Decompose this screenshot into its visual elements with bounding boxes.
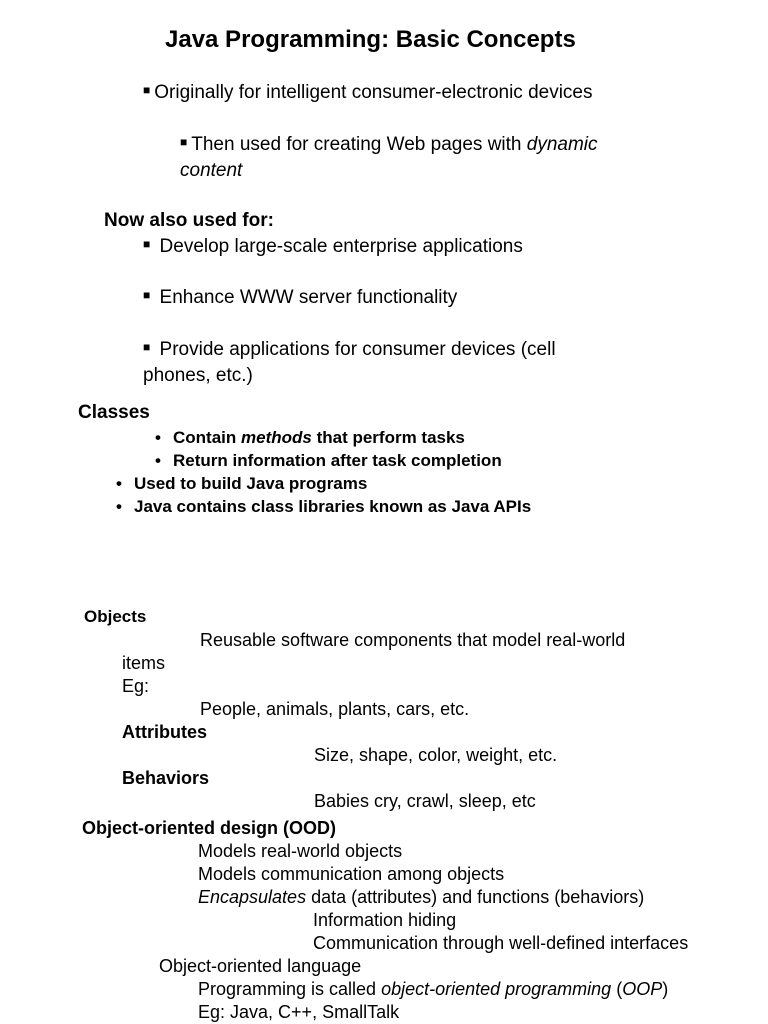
square-bullet-icon: ■ — [143, 83, 151, 97]
objects-eg-value: People, animals, plants, cars, etc. — [200, 699, 470, 719]
ood-programming: Programming is called object-oriented programming (OOP) — [198, 979, 669, 999]
attributes-label: Attributes — [122, 722, 207, 742]
objects-heading: Objects — [84, 607, 147, 626]
ood-line-4: Information hiding — [313, 910, 457, 930]
classes-sub-2: • Return information after task completion — [155, 451, 502, 470]
page-title: Java Programming: Basic Concepts — [165, 26, 576, 53]
ood-language: Object-oriented language — [159, 956, 362, 976]
classes-item-4: • Java contains class libraries known as Java APIs — [116, 497, 532, 516]
square-bullet-icon: ■ — [143, 340, 151, 354]
square-bullet-icon: ■ — [143, 237, 151, 251]
now-used-item-2: ■ Enhance WWW server functionality — [143, 287, 458, 308]
now-used-item-3: ■ Provide applications for consumer devices (cell — [143, 339, 556, 360]
intro-bullet-2: ■ Then used for creating Web pages with dynamic — [180, 134, 598, 155]
now-used-item-1: ■ Develop large-scale enterprise applications — [143, 236, 523, 257]
square-bullet-icon: ■ — [180, 135, 188, 149]
round-bullet-icon: • — [155, 428, 161, 447]
attributes-value: Size, shape, color, weight, etc. — [314, 745, 558, 765]
behaviors-value: Babies cry, crawl, sleep, etc — [314, 791, 536, 811]
intro-bullet-1: ■ Originally for intelligent consumer-electronic devices — [143, 82, 593, 103]
round-bullet-icon: • — [116, 474, 122, 493]
square-bullet-icon: ■ — [143, 288, 151, 302]
round-bullet-icon: • — [155, 451, 161, 470]
ood-heading: Object-oriented design (OOD) — [82, 818, 337, 838]
objects-desc-2: items — [122, 653, 166, 673]
ood-line-3: Encapsulates data (attributes) and functions (behaviors) — [198, 887, 645, 907]
objects-eg-label: Eg: — [122, 676, 150, 696]
classes-item-3: • Used to build Java programs — [116, 474, 368, 493]
now-used-heading: Now also used for: — [104, 210, 274, 231]
intro-bullet-2-cont: content — [180, 160, 243, 181]
now-used-item-3-cont: phones, etc.) — [143, 365, 253, 386]
classes-heading: Classes — [78, 402, 150, 423]
ood-line-2: Models communication among objects — [198, 864, 505, 884]
classes-sub-1: • Contain methods that perform tasks — [155, 428, 465, 447]
ood-line-1: Models real-world objects — [198, 841, 403, 861]
ood-examples: Eg: Java, C++, SmallTalk — [198, 1002, 400, 1022]
behaviors-label: Behaviors — [122, 768, 210, 788]
ood-line-5: Communication through well-defined interfaces — [313, 933, 689, 953]
objects-desc-1: Reusable software components that model real-world — [200, 630, 626, 650]
round-bullet-icon: • — [116, 497, 122, 516]
